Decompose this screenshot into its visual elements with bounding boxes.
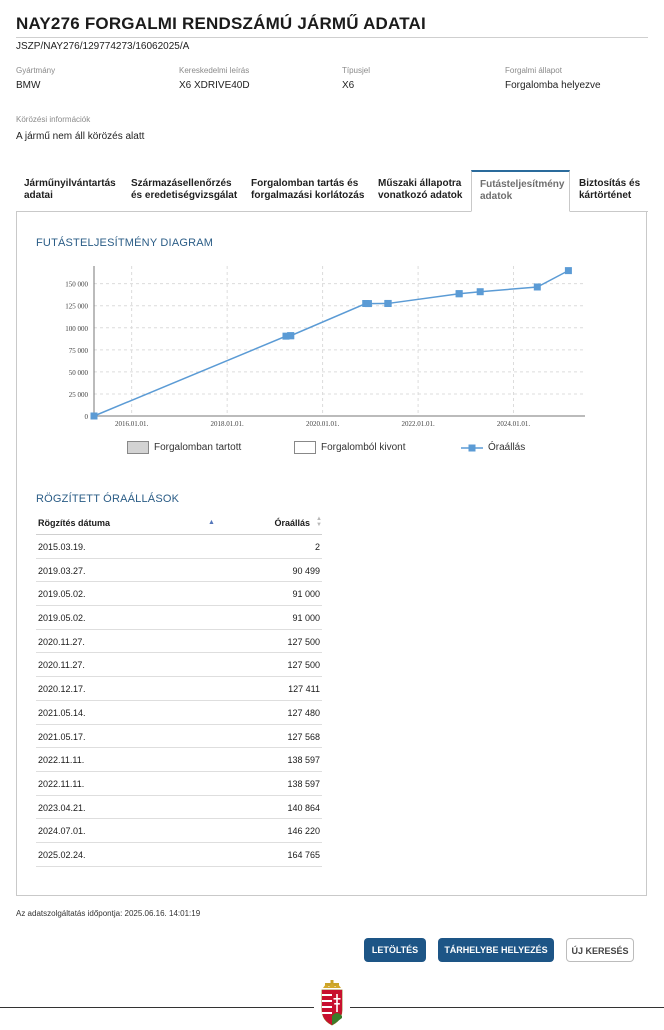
tab-label-line1: Biztosítás és (579, 178, 641, 189)
row-mileage: 90 499 (292, 565, 320, 576)
row-date: 2023.04.21. (38, 802, 86, 813)
sort-ascending-icon[interactable]: ▲ (208, 519, 215, 526)
row-date: 2015.03.19. (38, 542, 86, 552)
tab-label-line1: Származásellenőrzés (131, 178, 232, 189)
chart-legend (127, 440, 597, 456)
row-mileage: 2 (314, 542, 320, 552)
status-label: Forgalmi állapot (505, 66, 562, 75)
row-mileage: 127 480 (287, 707, 320, 718)
table-body (36, 535, 322, 867)
tab-label-line2: kártörténet (579, 190, 632, 201)
y-tick-label: 50 000 (68, 368, 88, 377)
row-mileage: 91 000 (292, 613, 320, 624)
x-tick-label: 2020.01.01. (305, 420, 340, 428)
y-tick-label: 125 000 (65, 302, 88, 311)
row-mileage: 127 568 (287, 731, 320, 742)
manufacturer-value: BMW (16, 80, 41, 91)
row-mileage: 91 000 (292, 589, 320, 600)
column-header-mileage[interactable]: Óraállás (274, 518, 310, 528)
x-tick-label: 2016.01.01. (115, 420, 149, 428)
data-timestamp: Az adatszolgáltatás időpontja: 2025.06.16. 14:01:19 (16, 909, 201, 918)
table-row (36, 653, 322, 677)
column-header-date[interactable]: Rögzítés dátuma (38, 518, 111, 528)
data-point-marker (534, 283, 541, 290)
legend-label: Forgalomban tartott (154, 442, 242, 453)
tab-technical-state[interactable] (370, 170, 471, 212)
row-mileage: 138 597 (287, 755, 320, 766)
reference-number: JSZP/NAY276/129774273/16062025/A (16, 41, 190, 52)
save-to-storage-button[interactable]: TÁRHELYBE HELYEZÉS (438, 938, 554, 962)
tab-insurance[interactable] (571, 170, 648, 212)
mileage-table (36, 513, 322, 867)
table-row (36, 582, 322, 606)
row-date: 2022.11.11. (38, 755, 85, 766)
legend-item-odometer (461, 440, 601, 456)
row-date: 2020.11.27. (38, 660, 85, 671)
commercial-value: X6 XDRIVE40D (179, 80, 250, 91)
row-mileage: 140 864 (287, 802, 320, 813)
table-row (36, 748, 322, 772)
legend-item-in-traffic (127, 440, 287, 456)
y-tick-label: 0 (84, 413, 88, 421)
type-value: X6 (342, 80, 355, 91)
row-date: 2024.07.01. (38, 826, 86, 837)
footer-divider-left (0, 1007, 314, 1008)
y-tick-label: 100 000 (65, 324, 88, 333)
legend-label: Forgalomból kivont (321, 442, 406, 453)
tab-label-line2: adatok (480, 191, 513, 202)
data-point-marker (287, 332, 294, 339)
table-row (36, 725, 322, 749)
table-row (36, 559, 322, 583)
tab-label-line1: Forgalomban tartás és (251, 178, 359, 189)
wanted-label: Körözési információk (16, 115, 91, 124)
page-title: NAY276 FORGALMI RENDSZÁMÚ JÁRMŰ ADATAI (16, 14, 648, 38)
mileage-chart (32, 258, 592, 438)
table-section-title: RÖGZÍTETT ÓRAÁLLÁSOK (36, 493, 180, 505)
row-mileage: 127 411 (288, 684, 320, 695)
tab-label-line2: forgalmazási korlátozás (251, 190, 365, 201)
y-tick-label: 25 000 (68, 390, 88, 399)
table-row (36, 796, 322, 820)
tab-mileage[interactable] (471, 170, 570, 212)
tab-label-line2: és eredetiségvizsgálat (131, 190, 238, 201)
tab-vehicle-registry[interactable] (16, 170, 123, 212)
table-row (36, 843, 322, 867)
tab-label-line2: adatai (24, 190, 53, 201)
row-date: 2019.05.02. (38, 589, 86, 600)
data-point-marker (456, 290, 463, 297)
table-row (36, 677, 322, 701)
download-button[interactable]: LETÖLTÉS (364, 938, 426, 962)
status-value: Forgalomba helyezve (505, 80, 601, 91)
x-tick-label: 2018.01.01. (210, 420, 244, 428)
table-row (36, 630, 322, 654)
data-point-marker (91, 412, 98, 419)
row-mileage: 127 500 (287, 636, 320, 647)
mileage-chart-svg (32, 258, 592, 438)
data-point-marker (365, 300, 372, 307)
x-tick-label: 2022.01.01. (401, 420, 435, 428)
legend-item-withdrawn (294, 440, 454, 456)
table-row (36, 535, 322, 559)
row-date: 2020.11.27. (38, 636, 85, 647)
x-tick-label: 2024.01.01. (496, 420, 531, 428)
data-point-marker (565, 267, 572, 274)
row-mileage: 164 765 (287, 849, 320, 860)
table-header (36, 513, 322, 535)
tab-label-line1: Műszaki állapotra (378, 178, 462, 189)
legend-line-marker-icon (461, 441, 483, 455)
row-date: 2019.03.27. (38, 565, 86, 576)
commercial-label: Kereskedelmi leírás (179, 66, 250, 75)
row-date: 2021.05.14. (38, 707, 86, 718)
table-row (36, 772, 322, 796)
sort-icon[interactable]: ▲ ▼ (316, 516, 322, 528)
tab-origin-check[interactable] (123, 170, 243, 212)
table-row (36, 701, 322, 725)
data-point-marker (385, 300, 392, 307)
tab-traffic-restrictions[interactable] (243, 170, 370, 212)
row-date: 2021.05.17. (38, 731, 86, 742)
hungarian-coat-of-arms-icon (317, 980, 347, 1030)
tab-label-line2: vonatkozó adatok (378, 190, 463, 201)
legend-label: Óraállás (488, 442, 526, 453)
table-row (36, 819, 322, 843)
row-date: 2025.02.24. (38, 849, 86, 860)
row-date: 2020.12.17. (38, 684, 86, 695)
row-date: 2019.05.02. (38, 613, 86, 624)
type-label: Típusjel (342, 66, 371, 75)
table-row (36, 606, 322, 630)
row-mileage: 146 220 (287, 826, 320, 837)
y-tick-label: 75 000 (68, 346, 88, 355)
row-mileage: 138 597 (287, 778, 320, 789)
legend-swatch (294, 441, 316, 454)
tab-bar (16, 170, 648, 212)
footer-divider-right (350, 1007, 664, 1008)
legend-swatch (127, 441, 149, 454)
tab-label-line1: Járműnyilvántartás (24, 178, 116, 189)
tab-label-line1: Futásteljesítmény (480, 179, 565, 190)
y-tick-label: 150 000 (65, 280, 88, 289)
new-search-button[interactable]: ÚJ KERESÉS (566, 938, 634, 962)
chart-section-title: FUTÁSTELJESÍTMÉNY DIAGRAM (36, 237, 214, 249)
row-date: 2022.11.11. (38, 778, 85, 789)
wanted-value: A jármű nem áll körözés alatt (16, 131, 145, 142)
data-point-marker (477, 288, 484, 295)
manufacturer-label: Gyártmány (16, 66, 56, 75)
row-mileage: 127 500 (287, 660, 320, 671)
